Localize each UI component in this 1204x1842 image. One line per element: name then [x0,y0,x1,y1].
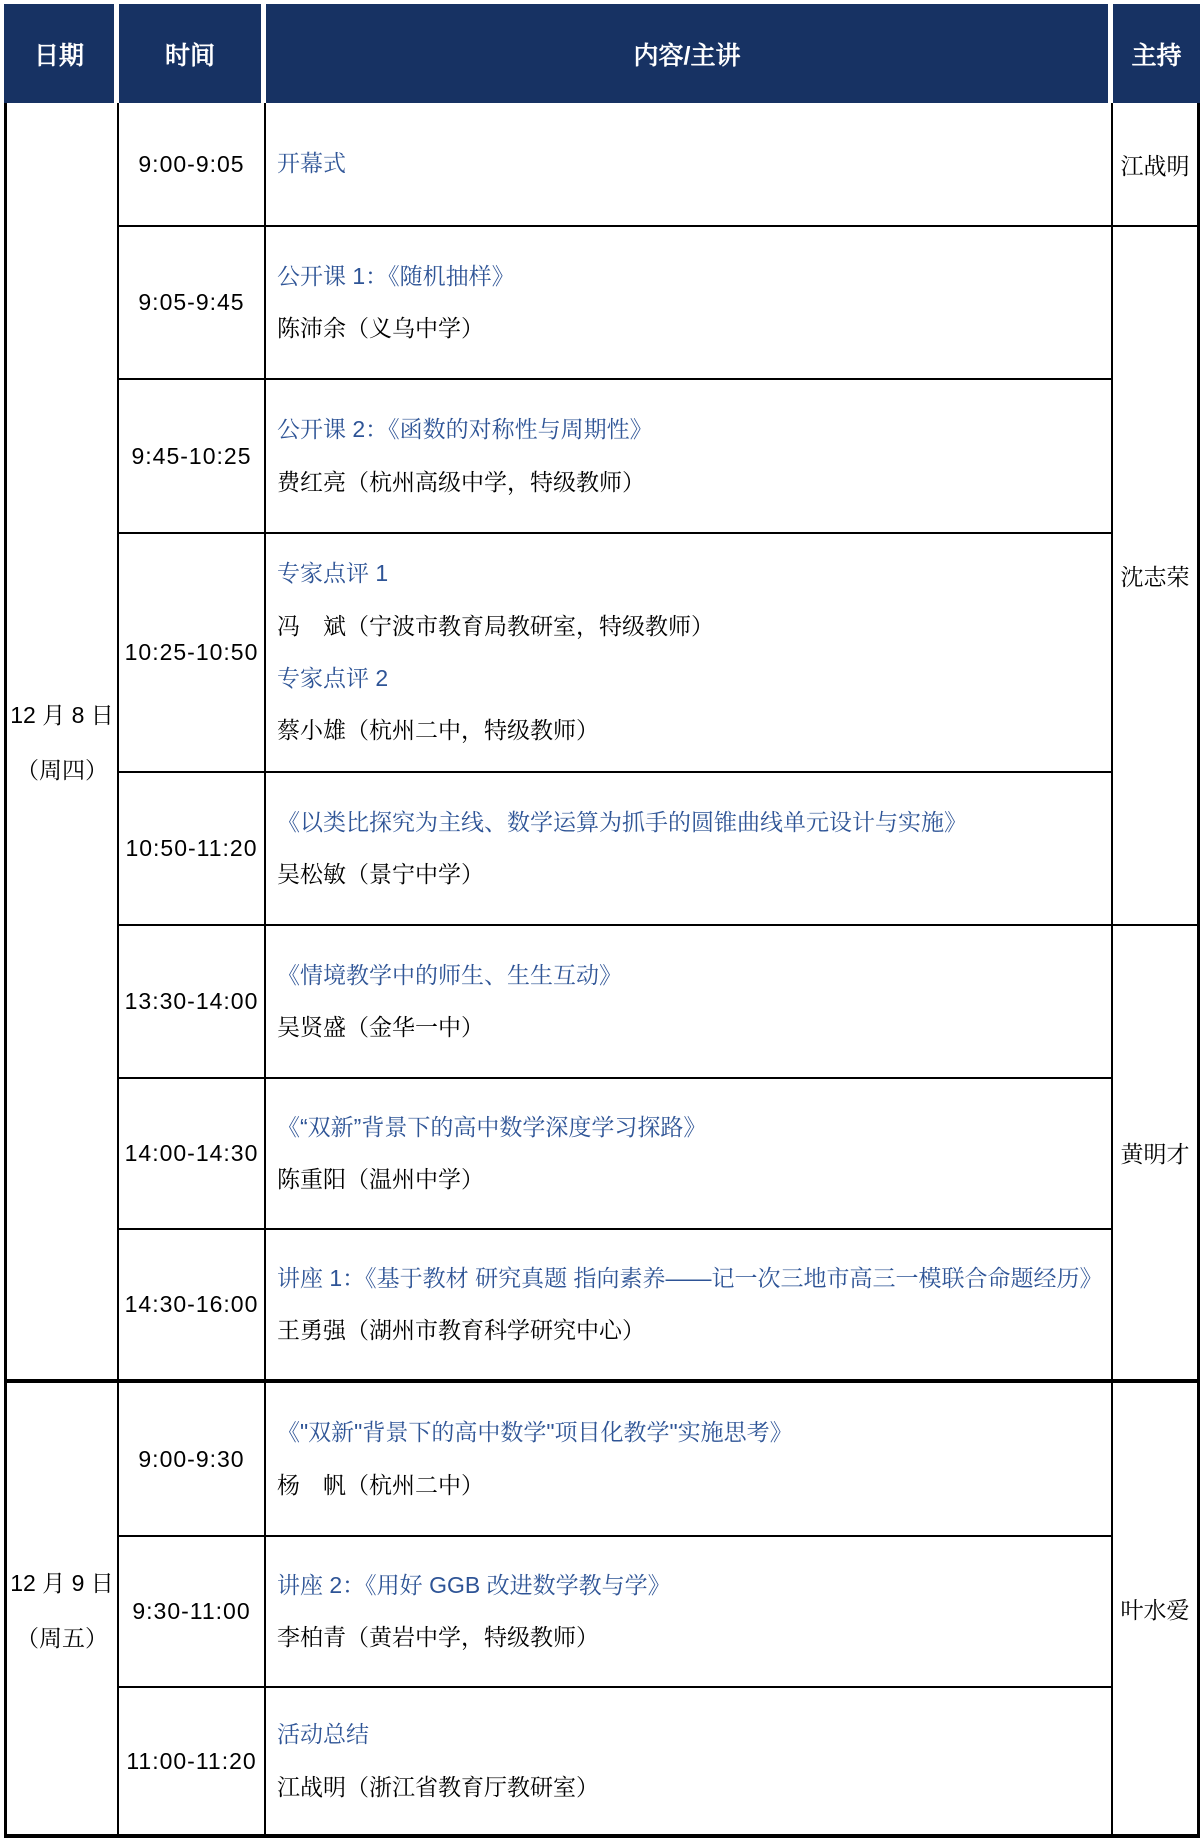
speaker-name: 蔡小雄（杭州二中，特级教师） [277,717,599,744]
host-name: 黄明才 [1120,1141,1190,1167]
date-cell-dec9 [4,1383,119,1838]
date-cell-dec8 [4,103,119,1383]
host-name: 叶水爱 [1120,1597,1190,1623]
host-cell-ye [1113,1383,1200,1838]
date-dec8-line2: （周四） [16,757,108,783]
time-range: 10:50-11:20 [125,835,258,861]
session-title: 讲座 1：《基于教材 研究真题 指向素养——记一次三地市高三一模联合命题经历》 [277,1264,1103,1291]
content-cell [266,1079,1113,1230]
time-cell [119,1537,266,1688]
header-time-label: 时间 [164,41,215,70]
header-host-label: 主持 [1131,41,1182,70]
speaker-name: 陈沛余（义乌中学） [277,315,484,341]
host-cell-jiang [1113,103,1200,227]
time-cell [119,227,266,380]
time-cell [119,1230,266,1383]
speaker-name: 江战明（浙江省教育厅教研室） [277,1773,599,1800]
speaker-name: 王勇强（湖州市教育科学研究中心） [277,1317,645,1343]
time-range: 14:30-16:00 [124,1291,259,1317]
session-title: 《“双新”背景下的高中数学深度学习探路》 [277,1113,707,1140]
speaker-name: 李柏青（黄岩中学，特级教师） [277,1624,599,1650]
speaker-name: 陈重阳（温州中学） [277,1166,484,1192]
time-range: 9:00-9:30 [138,1445,245,1472]
time-cell [119,103,266,227]
content-cell [266,1688,1113,1838]
content-cell [266,380,1113,534]
content-cell [266,773,1113,926]
session-title: 《"双新"背景下的高中数学"项目化教学"实施思考》 [277,1419,793,1446]
speaker-name: 杨 帆（杭州二中） [277,1471,484,1498]
host-name: 沈志荣 [1120,564,1190,590]
host-cell-huang [1113,926,1200,1383]
header-date [4,4,119,103]
content-cell [266,1537,1113,1688]
content-cell [266,103,1113,227]
time-range: 9:30-11:00 [132,1598,251,1624]
time-range: 11:00-11:20 [126,1747,257,1774]
time-range: 14:00-14:30 [124,1140,259,1166]
time-cell [119,380,266,534]
time-cell [119,1079,266,1230]
session-title: 专家点评 1 [277,560,389,587]
header-date-label: 日期 [33,41,84,70]
time-range: 13:30-14:00 [124,988,259,1014]
session-title: 《以类比探究为主线、数学运算为抓手的圆锥曲线单元设计与实施》 [277,808,967,835]
host-name: 江战明 [1120,152,1190,179]
time-range: 9:45-10:25 [131,442,252,469]
content-cell [266,227,1113,380]
session-title: 讲座 2：《用好 GGB 改进数学教与学》 [277,1571,671,1598]
date-dec8-line1: 12 月 8 日 [10,702,114,728]
date-dec9-line2: （周五） [16,1624,108,1651]
speaker-name: 费红亮（杭州高级中学，特级教师） [277,468,645,495]
schedule-table [4,4,1200,1838]
content-cell [266,1230,1113,1383]
header-content-label: 内容/主讲 [633,41,741,70]
time-range: 9:05-9:45 [138,289,245,315]
date-dec9-line1: 12 月 9 日 [10,1569,114,1596]
header-time [119,4,266,103]
session-title: 公开课 2：《函数的对称性与周期性》 [277,416,653,443]
session-title: 《情境教学中的师生、生生互动》 [277,961,622,988]
host-cell-shen [1113,227,1200,926]
content-cell [266,1383,1113,1537]
time-range: 10:25-10:50 [124,639,259,665]
content-cell [266,926,1113,1079]
header-content [266,4,1113,103]
time-cell [119,1688,266,1838]
speaker-name: 冯 斌（宁波市教育局教研室，特级教师） [277,612,714,639]
session-title: 公开课 1：《随机抽样》 [277,262,515,289]
time-cell [119,926,266,1079]
session-title: 活动总结 [277,1721,369,1748]
content-cell [266,534,1113,773]
speaker-name: 吴松敏（景宁中学） [277,861,484,887]
speaker-name: 吴贤盛（金华一中） [277,1014,484,1040]
header-host [1113,4,1200,103]
session-title: 专家点评 2 [277,665,389,691]
time-cell [119,773,266,926]
time-cell [119,534,266,773]
session-title: 开幕式 [277,150,346,177]
time-range: 9:00-9:05 [138,150,245,177]
time-cell [119,1383,266,1537]
